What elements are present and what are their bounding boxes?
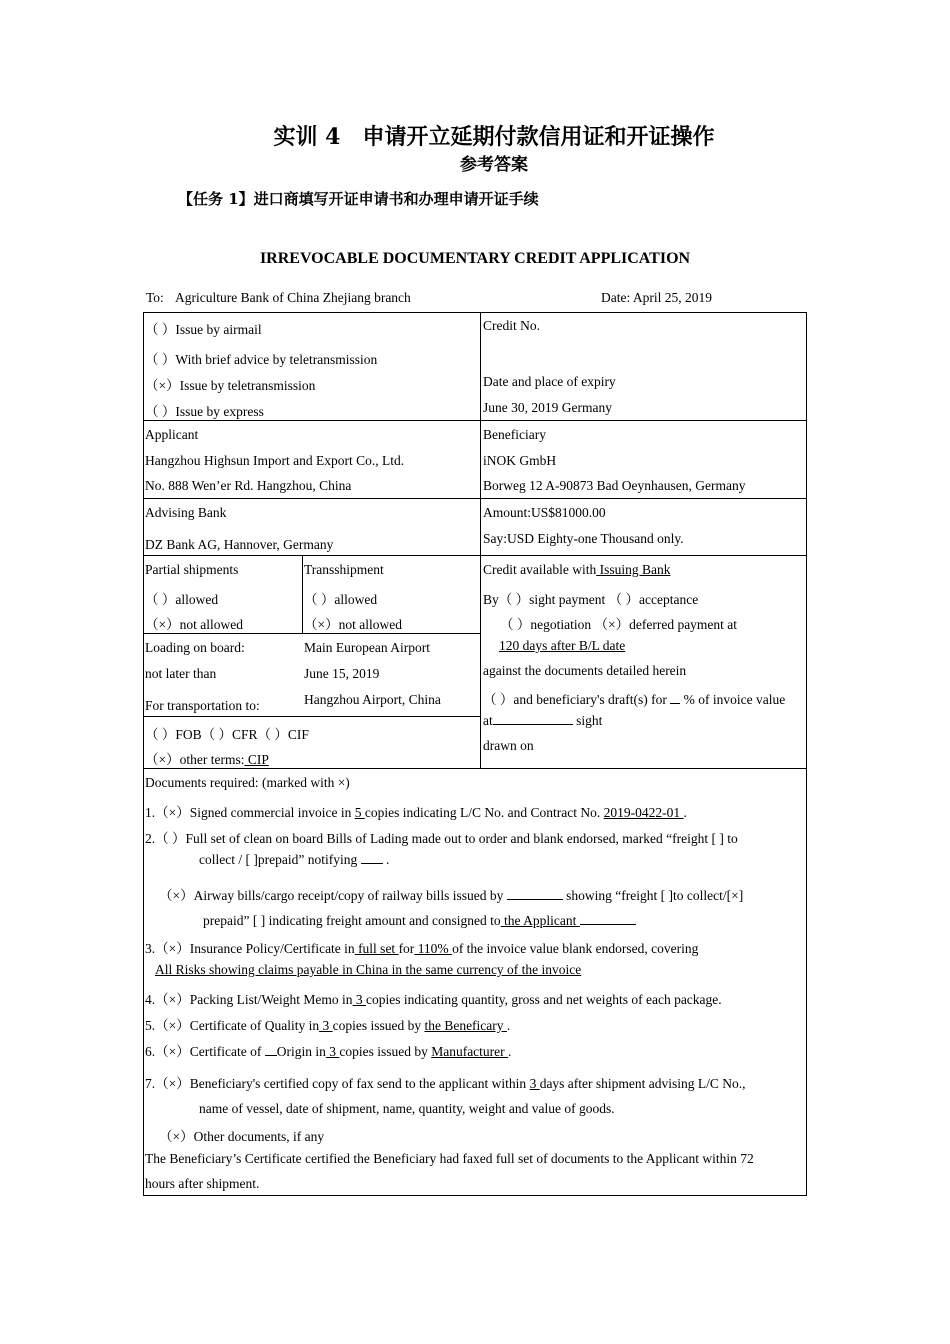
other-documents-option[interactable]: （×）Other documents, if any bbox=[159, 1129, 325, 1144]
form-title: IRREVOCABLE DOCUMENTARY CREDIT APPLICATION bbox=[259, 250, 691, 267]
doc-2-end: . bbox=[385, 852, 390, 867]
beneficiary-certificate-line-2: hours after shipment. bbox=[145, 1176, 260, 1191]
task-heading: 【任务 1】进口商填写开证申请书和办理申请开证手续 bbox=[178, 190, 539, 208]
doc-6-end: . bbox=[508, 1044, 512, 1059]
doc-3-for: for bbox=[398, 941, 415, 956]
documents-required-header: Documents required: (marked with ×) bbox=[145, 775, 350, 790]
beneficiary-address: Borweg 12 A-90873 Bad Oeynhausen, Germany bbox=[483, 478, 746, 493]
divider-row-1 bbox=[143, 420, 807, 421]
destination-value: Hangzhou Airport, China bbox=[304, 692, 441, 707]
applicant-name: Hangzhou Highsun Import and Export Co., Ltd. bbox=[145, 453, 405, 468]
credit-available bbox=[483, 562, 670, 578]
issue-express-option[interactable]: （ ）Issue by express bbox=[145, 404, 264, 419]
loading-place: Main European Airport bbox=[304, 640, 430, 655]
to-bank: Agriculture Bank of China Zhejiang branch bbox=[175, 290, 411, 305]
transport-to-label: For transportation to: bbox=[145, 698, 260, 713]
advising-bank-label: Advising Bank bbox=[145, 505, 227, 520]
partial-shipments-label: Partial shipments bbox=[145, 562, 239, 577]
doc-2b-consignee-tail bbox=[580, 913, 636, 925]
issue-brief-advice-option[interactable]: （ ）With brief advice by teletransmission bbox=[145, 352, 378, 367]
doc-4-suffix: copies indicating quantity, gross and net weights of each package. bbox=[366, 992, 722, 1007]
negotiation-deferred-options[interactable]: （ ）negotiation （×）deferred payment at bbox=[500, 617, 738, 632]
doc-1-prefix: 1.（×）Signed commercial invoice in bbox=[145, 805, 352, 820]
drawn-on-label: drawn on bbox=[483, 738, 534, 753]
doc-7-suffix: days after shipment advising L/C No., bbox=[539, 1076, 746, 1091]
doc-6-middle: copies issued by bbox=[339, 1044, 428, 1059]
doc-4-copies: 3 bbox=[352, 992, 367, 1007]
other-terms-option[interactable] bbox=[145, 748, 269, 768]
to-label: To: bbox=[146, 290, 164, 305]
doc-4-prefix: 4.（×）Packing List/Weight Memo in bbox=[145, 992, 353, 1007]
doc-2b-freight-text: showing “freight [ ]to collect/[×] bbox=[566, 888, 744, 903]
credit-no-label: Credit No. bbox=[483, 318, 540, 333]
doc-3-coverage: All Risks showing claims payable in China in the same currency of the invoice bbox=[155, 962, 582, 977]
doc-2-line-2 bbox=[199, 852, 389, 868]
doc-2-notify-text: collect / [ ]prepaid” notifying bbox=[199, 852, 358, 867]
doc-3-insurance[interactable] bbox=[145, 937, 698, 957]
page-title: 实训 4 申请开立延期付款信用证和开证操作 bbox=[273, 124, 715, 150]
doc-7-line-2: name of vessel, date of shipment, name, quantity, weight and value of goods. bbox=[199, 1101, 615, 1116]
doc-2b-consigned-text: prepaid” [ ] indicating freight amount and consigned to bbox=[203, 913, 501, 928]
doc-6-issuer: Manufacturer bbox=[431, 1044, 509, 1059]
against-documents-text: against the documents detailed herein bbox=[483, 663, 687, 678]
transship-allowed-option[interactable]: （ ）allowed bbox=[304, 592, 378, 607]
divider-row-3 bbox=[143, 555, 807, 556]
doc-1-middle: copies indicating L/C No. and Contract No. bbox=[364, 805, 601, 820]
doc-5-quality-certificate[interactable] bbox=[145, 1014, 510, 1034]
expiry-value: June 30, 2019 Germany bbox=[483, 400, 612, 415]
doc-2b-line-2 bbox=[203, 913, 636, 929]
divider-loading bbox=[143, 633, 481, 634]
issue-airmail-option[interactable]: （ ）Issue by airmail bbox=[145, 322, 262, 337]
credit-available-value: Issuing Bank bbox=[596, 562, 671, 577]
credit-available-label: Credit available with bbox=[483, 562, 597, 577]
draft-percent-blank[interactable] bbox=[670, 692, 680, 704]
doc-1-copies: 5 bbox=[354, 805, 365, 820]
divider-vertical-main bbox=[480, 312, 481, 769]
at-label: at bbox=[483, 713, 493, 728]
at-sight-line[interactable] bbox=[483, 713, 602, 729]
applicant-address: No. 888 Wen’er Rd. Hangzhou, China bbox=[145, 478, 352, 493]
doc-5-copies: 3 bbox=[319, 1018, 333, 1033]
amount-in-words: Say:USD Eighty-one Thousand only. bbox=[483, 531, 684, 546]
divider-shipment-vertical bbox=[302, 555, 303, 633]
beneficiary-name: iNOK GmbH bbox=[483, 453, 557, 468]
doc-5-issuer: the Beneficary bbox=[424, 1018, 507, 1033]
at-blank[interactable] bbox=[493, 713, 573, 725]
payment-by-options[interactable]: By（ ）sight payment （ ）acceptance bbox=[483, 592, 699, 607]
doc-4-packing-list[interactable] bbox=[145, 988, 722, 1008]
latest-shipment-date: June 15, 2019 bbox=[304, 666, 380, 681]
doc-7-fax-copy[interactable] bbox=[145, 1072, 746, 1092]
doc-1-end: . bbox=[683, 805, 687, 820]
other-terms-value: CIP bbox=[244, 752, 269, 767]
doc-2-notify-blank[interactable] bbox=[361, 852, 383, 864]
draft-prefix: （ ）and beneficiary's draft(s) for bbox=[483, 692, 667, 707]
deferred-payment-value: 120 days after B/L date bbox=[499, 638, 626, 653]
partial-allowed-option[interactable]: （ ）allowed bbox=[145, 592, 219, 607]
transshipment-label: Transshipment bbox=[304, 562, 384, 577]
doc-1-contract-no: 2019-0422-01 bbox=[603, 805, 684, 820]
doc-7-days: 3 bbox=[529, 1076, 540, 1091]
expiry-label: Date and place of expiry bbox=[483, 374, 616, 389]
applicant-label: Applicant bbox=[145, 427, 199, 442]
doc-6-origin-certificate[interactable] bbox=[145, 1040, 511, 1060]
doc-3-prefix: 3.（×）Insurance Policy/Certificate in bbox=[145, 941, 355, 956]
doc-6-origin: Origin in bbox=[276, 1044, 326, 1059]
draft-suffix: % of invoice value bbox=[683, 692, 786, 707]
doc-2b-airway-bill[interactable] bbox=[159, 884, 743, 904]
transship-not-allowed-option[interactable]: （×）not allowed bbox=[304, 617, 402, 632]
divider-row-2 bbox=[143, 498, 807, 499]
doc-5-end: . bbox=[506, 1018, 511, 1033]
doc-3-percent: 110% bbox=[414, 941, 453, 956]
doc-6-copies: 3 bbox=[325, 1044, 340, 1059]
page-subtitle: 参考答案 bbox=[460, 155, 528, 175]
doc-6-prefix: 6.（×）Certificate of bbox=[145, 1044, 262, 1059]
other-terms-label: （×）other terms: bbox=[145, 752, 245, 767]
loading-label: Loading on board: bbox=[145, 640, 245, 655]
amount-value: Amount:US$81000.00 bbox=[483, 505, 606, 520]
not-later-than-label: not later than bbox=[145, 666, 217, 681]
price-terms-options[interactable]: （ ）FOB（ ）CFR（ ）CIF bbox=[145, 727, 309, 742]
beneficiary-certificate-line-1: The Beneficiary’s Certificate certified the Beneficiary had faxed full set of documents to the Applicant within 72 bbox=[145, 1151, 754, 1166]
doc-3-set: full set bbox=[354, 941, 399, 956]
doc-1-invoice[interactable] bbox=[145, 801, 687, 821]
doc-2b-issuer-blank[interactable] bbox=[507, 888, 563, 900]
partial-not-allowed-option[interactable]: （×）not allowed bbox=[145, 617, 243, 632]
issue-teletransmission-option[interactable]: （×）Issue by teletransmission bbox=[145, 378, 316, 393]
sight-label: sight bbox=[576, 713, 603, 728]
application-date: Date: April 25, 2019 bbox=[601, 290, 712, 305]
doc-3-suffix: of the invoice value blank endorsed, covering bbox=[452, 941, 699, 956]
doc-7-prefix: 7.（×）Beneficiary's certified copy of fax send to the applicant within bbox=[145, 1076, 527, 1091]
divider-docs bbox=[143, 768, 807, 769]
doc-5-prefix: 5.（×）Certificate of Quality in bbox=[145, 1018, 320, 1033]
beneficiary-label: Beneficiary bbox=[483, 427, 546, 442]
draft-line[interactable] bbox=[483, 688, 785, 708]
doc-2b-consignee: the Applicant bbox=[500, 913, 580, 928]
doc-2b-prefix: （×）Airway bills/cargo receipt/copy of railway bills issued by bbox=[159, 888, 504, 903]
divider-terms bbox=[143, 716, 481, 717]
doc-2-bill-of-lading[interactable]: 2.（ ）Full set of clean on board Bills of Lading made out to order and blank endorsed, marked “freight [ ] to bbox=[145, 831, 738, 846]
advising-bank-value: DZ Bank AG, Hannover, Germany bbox=[145, 537, 334, 552]
doc-5-middle: copies issued by bbox=[332, 1018, 422, 1033]
doc-6-blank bbox=[265, 1044, 277, 1056]
